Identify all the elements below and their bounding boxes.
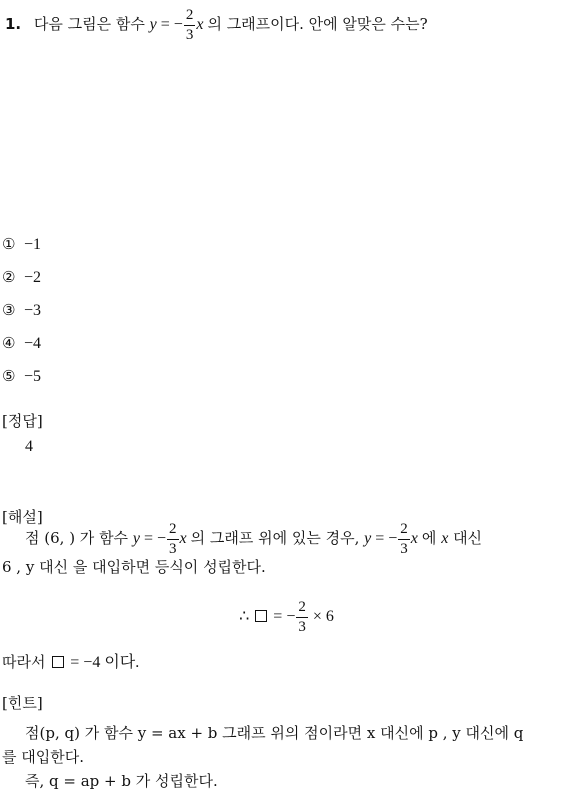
- explanation-conclusion: [2, 649, 139, 672]
- equation-var: x: [410, 530, 418, 548]
- answer-value: 4: [25, 438, 33, 455]
- explanation-line-1: [25, 522, 482, 557]
- equation-sign: = −: [371, 530, 398, 548]
- equation-lhs: y: [364, 530, 372, 548]
- fraction-numerator: 2: [296, 600, 308, 618]
- graph-area: [0, 45, 573, 225]
- choice-2[interactable]: [2, 268, 41, 287]
- fraction-denominator: 3: [169, 541, 177, 557]
- equation-sign: = −: [139, 530, 166, 548]
- equation-lhs: y: [132, 530, 140, 548]
- equation-fraction: [296, 600, 308, 635]
- equation-var: x: [179, 530, 187, 548]
- choice-value: −3: [24, 302, 42, 319]
- explanation-line1-b: 의 그래프 위에 있는 경우,: [190, 529, 360, 548]
- choice-marker: ⑤: [2, 367, 16, 385]
- fraction-denominator: 3: [185, 27, 194, 43]
- choice-5[interactable]: [2, 367, 41, 386]
- fraction-denominator: 3: [400, 541, 408, 557]
- equation-sign: = −: [156, 16, 183, 34]
- explanation-line1-a: 점 (6, ) 가 함수: [25, 529, 129, 548]
- blank-box-icon: [52, 656, 64, 668]
- choice-value: −1: [24, 236, 42, 253]
- therefore-equation: [239, 599, 334, 635]
- explanation-label: [해설]: [2, 508, 43, 526]
- fraction-denominator: 3: [298, 619, 306, 635]
- fraction-numerator: 2: [184, 8, 196, 26]
- equation-fraction: [184, 8, 196, 43]
- hint-line-3: 즉, q = ap + b 가 성립한다.: [25, 772, 218, 790]
- equation-var: x: [196, 16, 204, 34]
- choice-3[interactable]: [2, 301, 41, 320]
- fraction-numerator: 2: [398, 522, 410, 540]
- question-line: [5, 8, 428, 43]
- question-number: 1.: [5, 15, 22, 34]
- choice-value: −4: [24, 335, 42, 352]
- conclusion-b: = −4 이다.: [66, 654, 140, 671]
- fraction-numerator: 2: [167, 522, 179, 540]
- equation-fraction: [167, 522, 179, 557]
- explanation-line1-e: 대신: [448, 529, 483, 548]
- explanation-line1-c: 에: [421, 529, 437, 548]
- choice-marker: ②: [2, 268, 16, 286]
- conclusion-a: 따라서: [2, 653, 46, 671]
- therefore-symbol: ∴: [239, 608, 250, 626]
- equation-lhs: y: [149, 16, 157, 34]
- question-equation: [149, 7, 208, 43]
- explanation-line1-d: x: [441, 530, 449, 548]
- hint-line-1: 점(p, q) 가 함수 y = ax + b 그래프 위의 점이라면 x 대신에 p , y 대신에 q: [25, 724, 524, 742]
- choice-value: −2: [24, 269, 42, 286]
- explanation-equation-therefore: [0, 600, 573, 635]
- choice-4[interactable]: [2, 334, 41, 353]
- blank-box-icon: [255, 610, 267, 622]
- hint-label: [힌트]: [2, 694, 43, 712]
- explanation-equation-2: [364, 521, 422, 557]
- answer-label: [정답]: [2, 412, 43, 430]
- equation-fraction: [398, 522, 410, 557]
- choice-1[interactable]: [2, 235, 41, 254]
- choice-marker: ①: [2, 235, 16, 253]
- choice-marker: ③: [2, 301, 16, 319]
- choice-marker: ④: [2, 334, 16, 352]
- question-text-before: 다음 그림은 함수: [33, 15, 145, 34]
- therefore-equals: = −: [269, 608, 296, 626]
- hint-line-2: 를 대입한다.: [2, 748, 84, 766]
- explanation-line-2: 6 , y 대신 을 대입하면 등식이 성립한다.: [2, 558, 266, 576]
- question-text-after: 의 그래프이다. 안에 알맞은 수는?: [207, 15, 428, 34]
- therefore-times: × 6: [308, 608, 334, 626]
- explanation-equation-1: [132, 521, 191, 557]
- choice-value: −5: [24, 368, 42, 385]
